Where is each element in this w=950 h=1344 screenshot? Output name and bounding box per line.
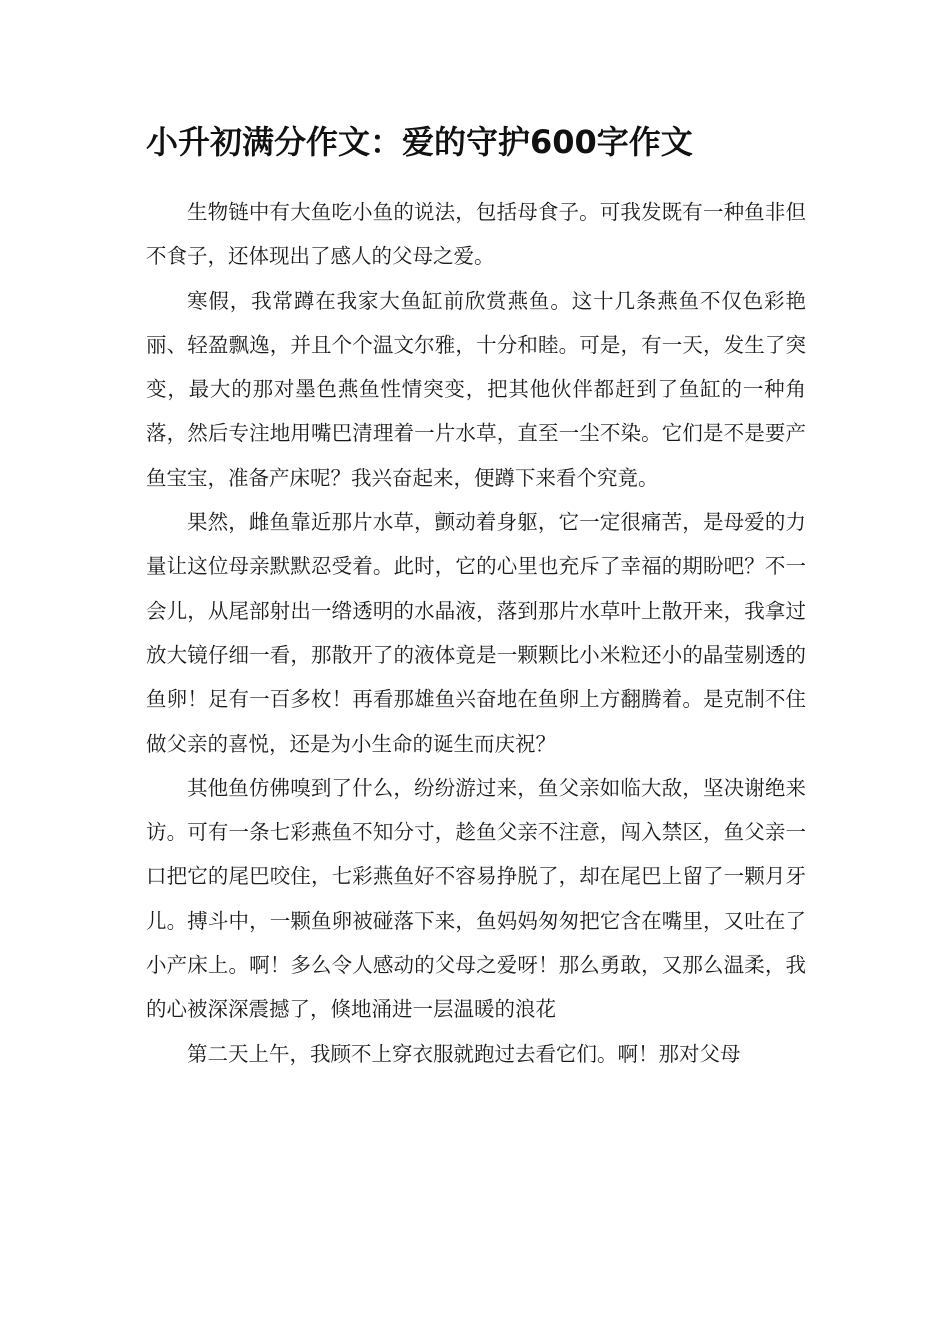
document-title: 小升初满分作文：爱的守护600字作文 bbox=[146, 123, 693, 161]
paragraph-1: 生物链中有大鱼吃小鱼的说法，包括母食子。可我发既有一种鱼非但不食子，还体现出了感人的父母之爱。 bbox=[146, 200, 806, 269]
document-body bbox=[146, 190, 806, 1076]
paragraph-5: 第二天上午，我顾不上穿衣服就跑过去看它们。啊！那对父母 bbox=[187, 1041, 741, 1066]
paragraph-3: 果然，雌鱼靠近那片水草，颤动着身躯，它一定很痛苦，是母爱的力量让这位母亲默默忍受着。此时，它的心里也充斥了幸福的期盼吧？不一会儿，从尾部射出一绺透明的水晶液，落到那片水草叶上散开来，我拿过放大镜仔细一看，那散开了的液体竟是一颗颗比小米粒还小的晶莹剔透的鱼卵！足有一百多枚！再看那雄鱼兴奋地在鱼卵上方翻腾着。是克制不住做父亲的喜悦，还是为小生命的诞生而庆祝？ bbox=[146, 510, 806, 756]
paragraph-2: 寒假，我常蹲在我家大鱼缸前欣赏燕鱼。这十几条燕鱼不仅色彩艳丽、轻盈飘逸，并且个个温文尔雅，十分和睦。可是，有一天，发生了突变，最大的那对墨色燕鱼性情突变，把其他伙伴都赶到了鱼缸的一种角落，然后专注地用嘴巴清理着一片水草，直至一尘不染。它们是不是要产鱼宝宝，准备产床呢？我兴奋起来，便蹲下来看个究竟。 bbox=[146, 288, 806, 490]
paragraph-4: 其他鱼仿佛嗅到了什么，纷纷游过来，鱼父亲如临大敌，坚决谢绝来访。可有一条七彩燕鱼不知分寸，趁鱼父亲不注意，闯入禁区，鱼父亲一口把它的尾巴咬住，七彩燕鱼好不容易挣脱了，却在尾巴上留了一颗月牙儿。搏斗中，一颗鱼卵被碰落下来，鱼妈妈匆匆把它含在嘴里，又吐在了小产床上。啊！多么令人感动的父母之爱呀！那么勇敢，又那么温柔，我的心被深深震撼了，倏地涌进一层温暖的浪花 bbox=[146, 775, 806, 1022]
